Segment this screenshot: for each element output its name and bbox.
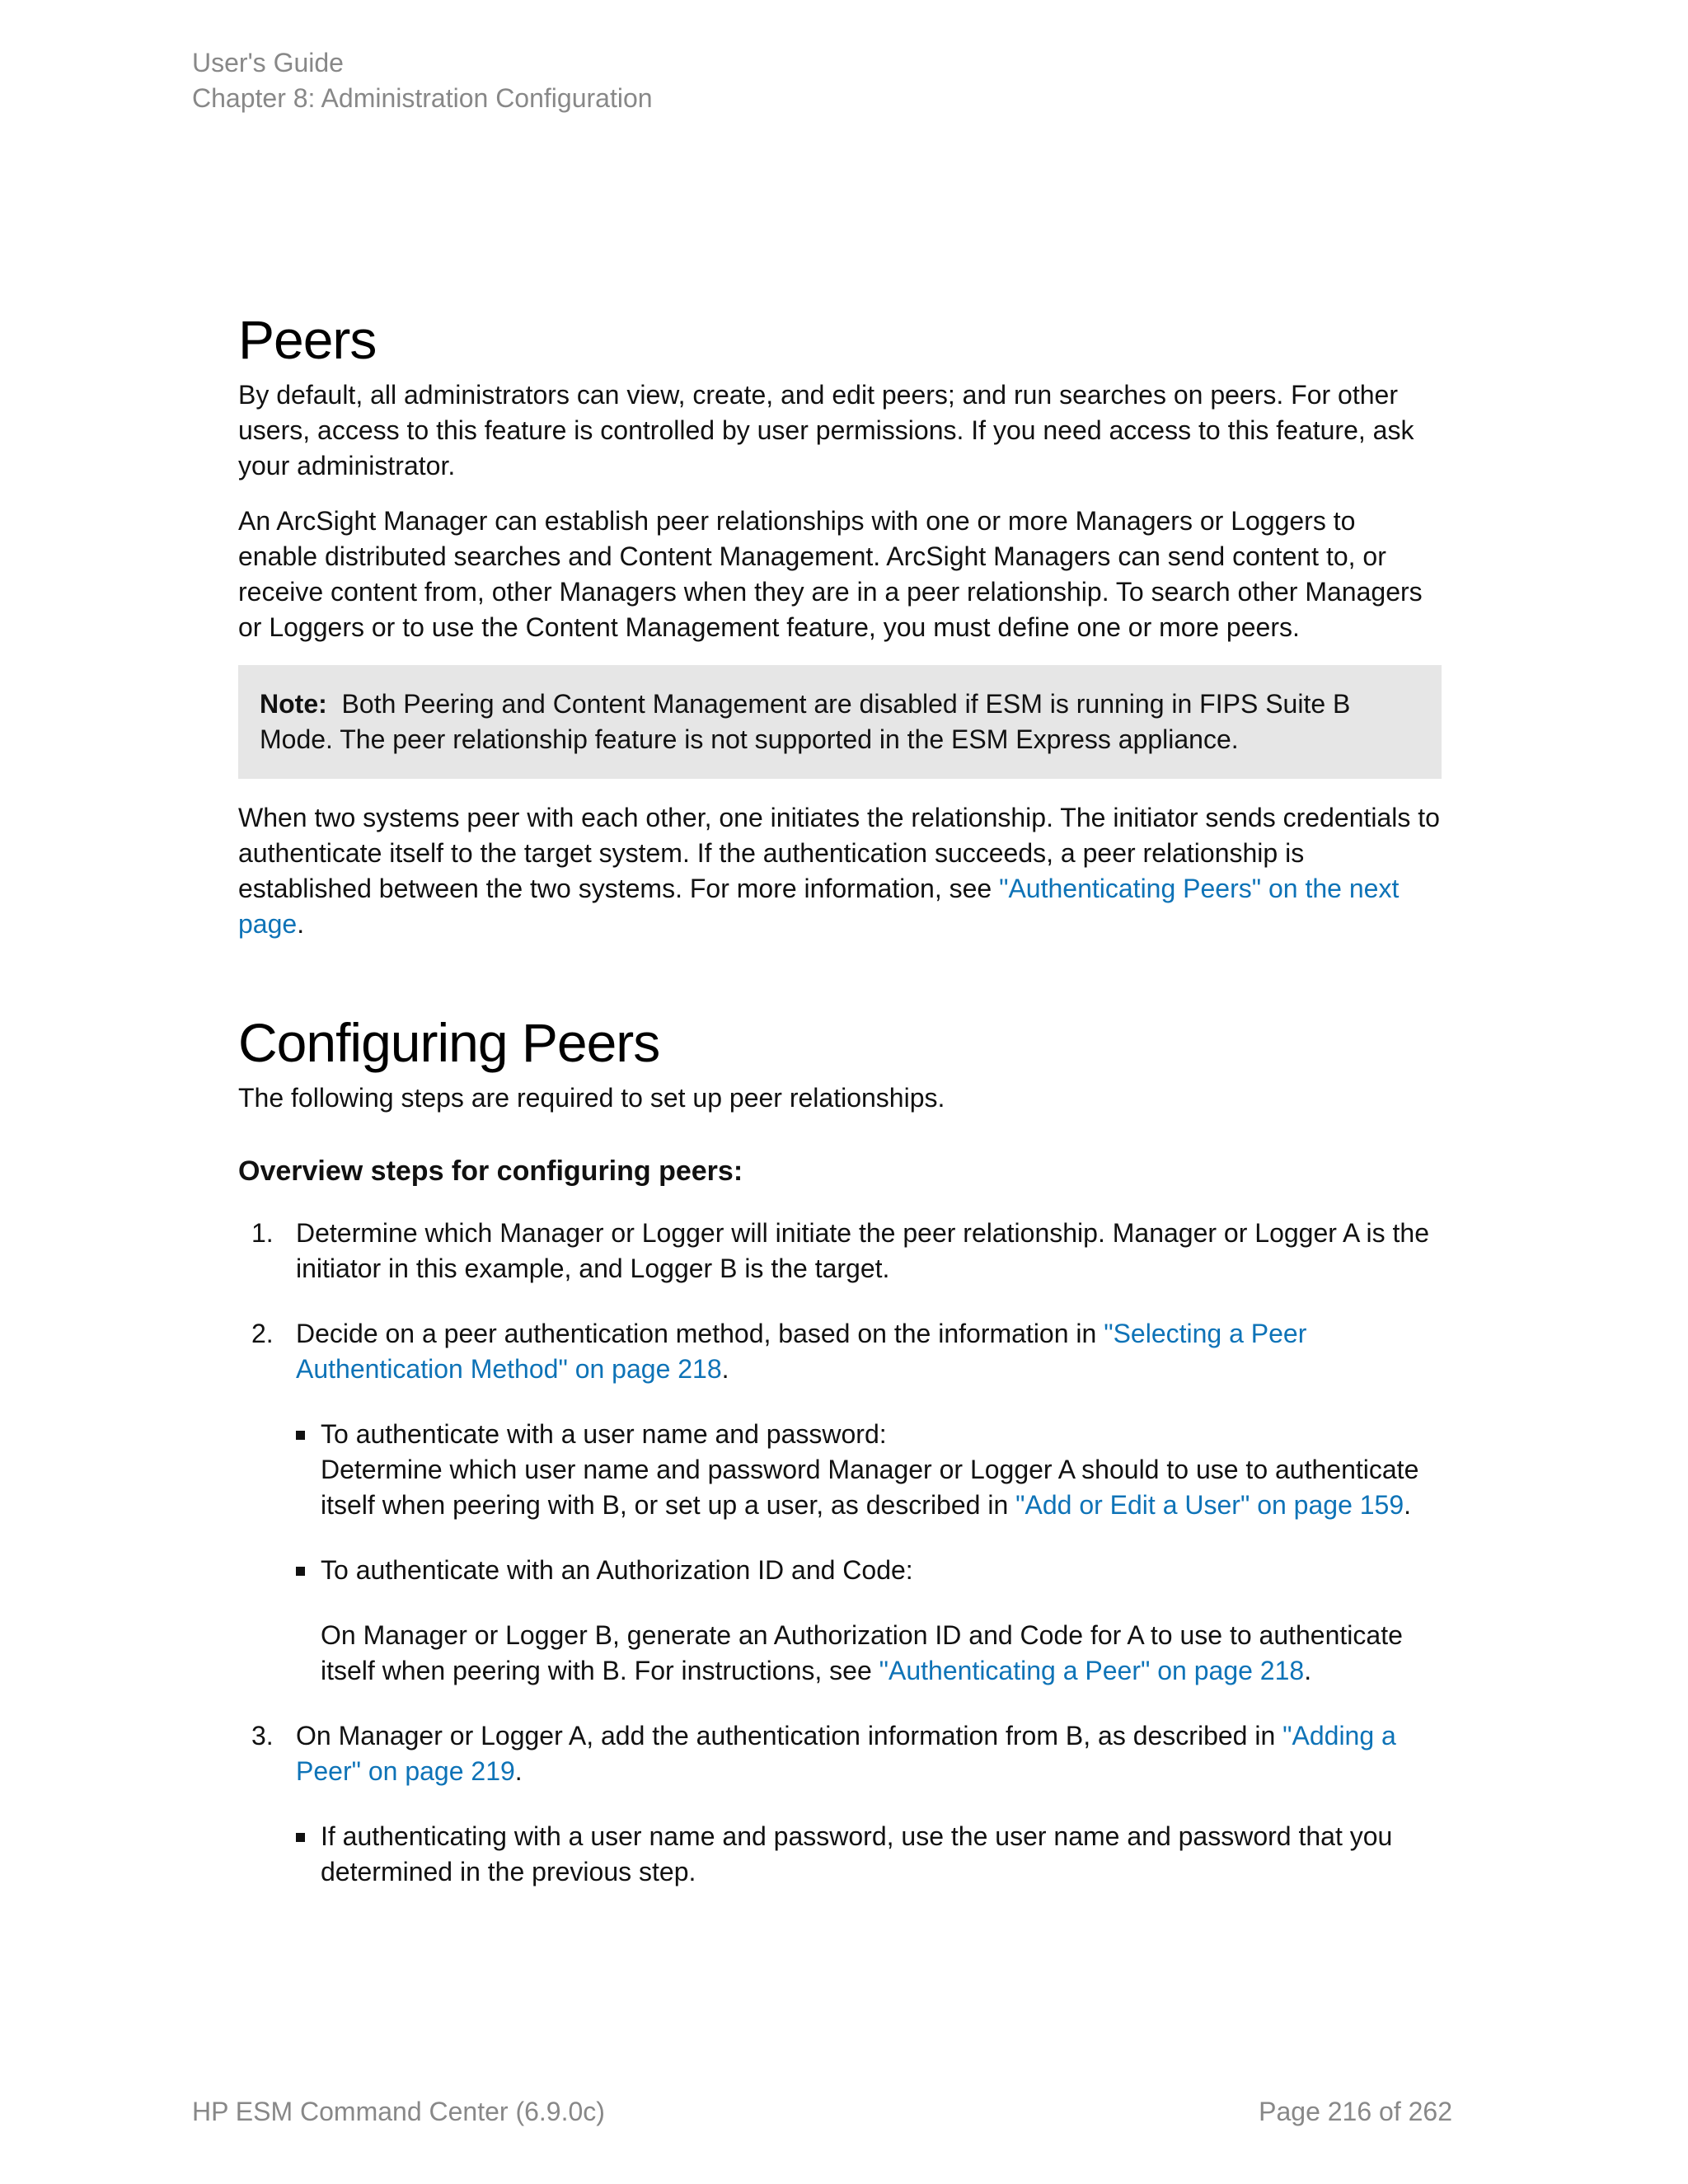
sublist-item [296, 1819, 1442, 1890]
peers-heading: Peers [238, 309, 377, 370]
footer-product: HP ESM Command Center (6.9.0c) [192, 2097, 605, 2126]
authenticating-a-peer-link[interactable]: "Authenticating a Peer" on page 218 [879, 1656, 1305, 1685]
add-edit-user-link[interactable]: "Add or Edit a User" on page 159 [1015, 1490, 1404, 1520]
selecting-peer-auth-method-link[interactable]: "Selecting a Peer Authentication Method" on page 218 [296, 1319, 1307, 1384]
peers-paragraph-2: An ArcSight Manager can establish peer relationships with one or more Managers or Loggers to enable distributed searches and Content Management. ArcSight Managers can send content to, or receive content from, other Managers when they are in a peer relationship. To search other Managers or Loggers or to use the Content Management feature, you must define one or more peers. [238, 506, 1423, 642]
step-item [238, 1316, 1442, 1689]
note-box [238, 665, 1442, 779]
step-item [238, 1718, 1442, 1890]
square-bullet-icon [296, 1431, 305, 1440]
configuring-peers-heading: Configuring Peers [238, 1012, 660, 1073]
step-text-end: . [514, 1756, 523, 1786]
chapter-title: Chapter 8: Administration Configuration [192, 83, 653, 113]
overview-heading: Overview steps for configuring peers: [238, 1155, 743, 1187]
peers-paragraph-3-text: When two systems peer with each other, one initiates the relationship. The initiator sends credentials to authenticate itself to the target system. If the authentication succeeds, a peer relationship is established between the two systems. For more information, see [238, 803, 1440, 903]
step-2-sublist [296, 1417, 1442, 1689]
square-bullet-icon [296, 1833, 305, 1842]
step-3-sublist [296, 1819, 1442, 1890]
sublist-item-text: Determine which user name and password Manager or Logger A should to use to authenticate itself when peering with B, or set up a user, as described in [321, 1455, 1419, 1520]
sublist-item-body [321, 1618, 1442, 1689]
guide-title: User's Guide [192, 48, 344, 77]
step-number: 3. [251, 1721, 274, 1750]
page-header [192, 45, 653, 116]
step-number: 2. [251, 1319, 274, 1348]
sublist-item-title: If authenticating with a user name and password, use the user name and password that you determined in the previous step. [321, 1821, 1393, 1886]
square-bullet-icon [296, 1567, 305, 1576]
step-text: Decide on a peer authentication method, based on the information in [296, 1319, 1104, 1348]
adding-a-peer-link[interactable]: "Adding a Peer" on page 219 [296, 1721, 1396, 1786]
peers-paragraph-3-end: . [297, 909, 305, 939]
sublist-item-title: To authenticate with a user name and password: [321, 1419, 887, 1449]
sublist-item [296, 1553, 1442, 1689]
note-text: Both Peering and Content Management are disabled if ESM is running in FIPS Suite B Mode. The peer relationship feature is not supported in the ESM Express appliance. [260, 689, 1351, 754]
authenticating-peers-link[interactable]: "Authenticating Peers" on the next page [238, 874, 1400, 939]
steps-list [238, 1216, 1442, 1890]
sublist-item-body [321, 1452, 1442, 1523]
peers-paragraph-3 [238, 800, 1442, 942]
step-item [238, 1216, 1442, 1286]
step-text-end: . [721, 1354, 729, 1384]
step-number: 1. [251, 1218, 274, 1248]
peers-paragraph-1: By default, all administrators can view, create, and edit peers; and run searches on peers. For other users, access to this feature is controlled by user permissions. If you need access to this feature, ask your administrator. [238, 380, 1414, 480]
step-text: Determine which Manager or Logger will initiate the peer relationship. Manager or Logger A is the initiator in this example, and Logger B is the target. [296, 1218, 1429, 1283]
document-body [238, 307, 1442, 1919]
sublist-item [296, 1417, 1442, 1523]
sublist-item-text: On Manager or Logger B, generate an Authorization ID and Code for A to use to authenticate itself when peering with B. For instructions, see [321, 1620, 1403, 1685]
sublist-item-title: To authenticate with an Authorization ID and Code: [321, 1555, 913, 1585]
footer-page-number: Page 216 of 262 [1259, 2097, 1452, 2126]
note-label: Note: [260, 689, 327, 719]
sublist-item-end: . [1304, 1656, 1312, 1685]
configuring-intro: The following steps are required to set up peer relationships. [238, 1083, 945, 1113]
step-text: On Manager or Logger A, add the authentication information from B, as described in [296, 1721, 1283, 1750]
sublist-item-end: . [1404, 1490, 1412, 1520]
